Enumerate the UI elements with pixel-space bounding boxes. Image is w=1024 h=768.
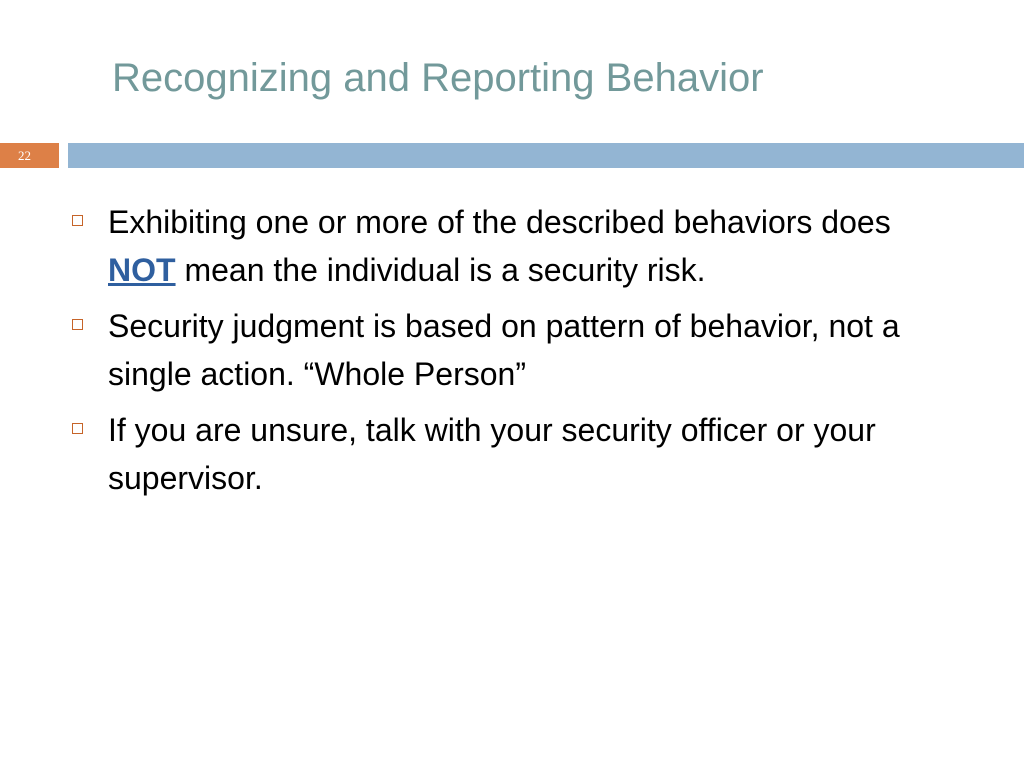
slide-number: 22 bbox=[18, 148, 31, 163]
bullet-1-text-before: Exhibiting one or more of the described behaviors does bbox=[108, 204, 891, 240]
bullet-1-text-after: mean the individual is a security risk. bbox=[175, 252, 706, 288]
bullet-3-text: If you are unsure, talk with your security officer or your supervisor. bbox=[108, 412, 876, 496]
bullet-item-3 bbox=[72, 406, 952, 502]
hollow-square-bullet-icon bbox=[72, 215, 83, 226]
bullet-item-2 bbox=[72, 302, 952, 398]
bullet-1-emphasis: NOT bbox=[108, 252, 176, 288]
bullet-2-text: Security judgment is based on pattern of behavior, not a single action. “Whole Person” bbox=[108, 308, 900, 392]
slide-number-box bbox=[0, 143, 59, 168]
hollow-square-bullet-icon bbox=[72, 319, 83, 330]
bullet-item-1 bbox=[72, 198, 952, 294]
hollow-square-bullet-icon bbox=[72, 423, 83, 434]
slide-title: Recognizing and Reporting Behavior bbox=[112, 56, 764, 100]
bullet-list bbox=[72, 198, 952, 510]
header-rule-bar bbox=[68, 143, 1024, 168]
